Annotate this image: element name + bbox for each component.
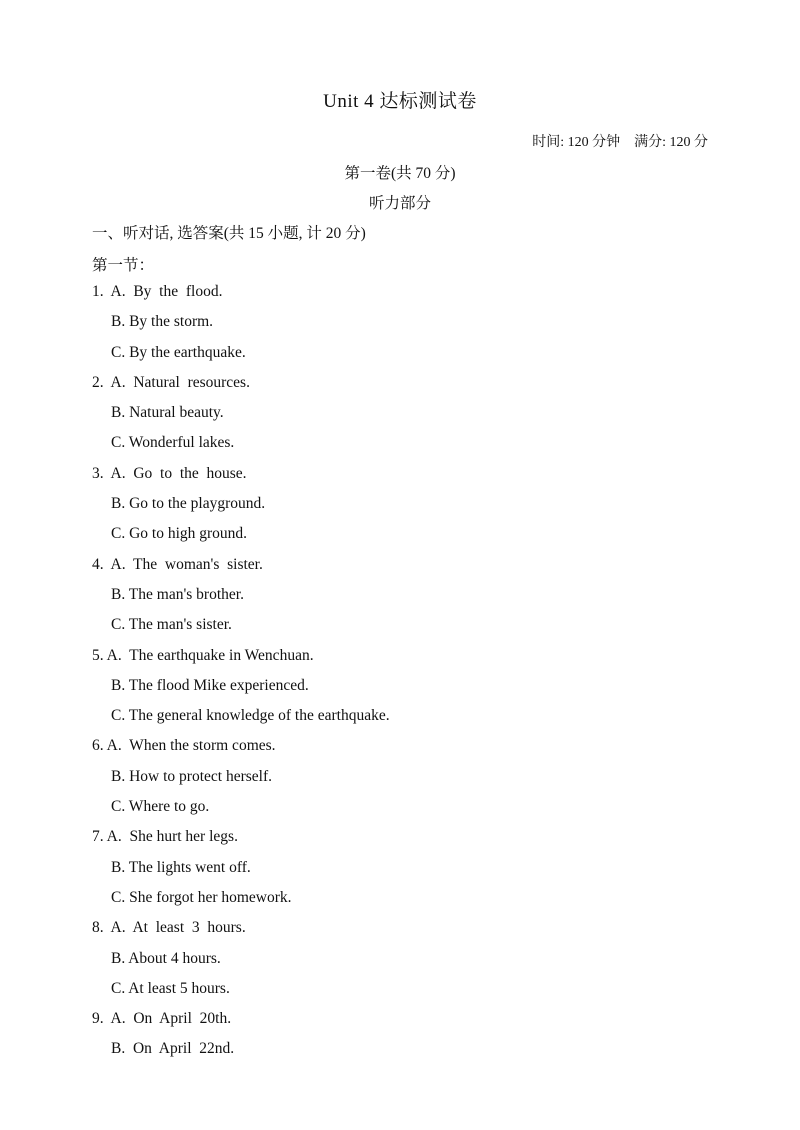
question-item (92, 282, 712, 373)
question-option-a: 9. A. On April 20th. (92, 1010, 232, 1028)
question-option-a: 4. A. The woman's sister. (92, 555, 263, 573)
question-item (92, 464, 712, 555)
question-option-b: B. By the storm. (111, 313, 214, 331)
question-option-b: B. On April 22nd. (111, 1040, 235, 1058)
question-option-c: C. Where to go. (111, 798, 210, 816)
question-item (92, 1009, 712, 1070)
question-option-a: 8. A. At least 3 hours. (92, 919, 246, 937)
question-option-b: B. How to protect herself. (111, 767, 272, 785)
question-item (92, 555, 712, 646)
question-option-c: C. The general knowledge of the earthquake. (111, 707, 390, 725)
question-option-b: B. About 4 hours. (111, 949, 221, 967)
question-option-b: B. The man's brother. (111, 585, 244, 603)
part-title: 第一卷(共 70 分) (344, 165, 456, 182)
question-option-b: B. Go to the playground. (111, 495, 266, 513)
question-option-a: 5. A. The earthquake in Wenchuan. (92, 646, 314, 664)
question-option-a: 2. A. Natural resources. (92, 373, 250, 391)
question-item (92, 646, 712, 737)
question-item (92, 736, 712, 827)
question-list (92, 282, 712, 1070)
section-title: 听力部分 (368, 195, 431, 212)
question-option-c: C. By the earthquake. (111, 343, 246, 361)
question-option-c: C. Wonderful lakes. (111, 434, 235, 452)
question-option-c: C. Go to high ground. (111, 525, 248, 543)
question-option-b: B. Natural beauty. (111, 404, 224, 422)
exam-meta: 时间: 120 分钟 满分: 120 分 (532, 135, 708, 150)
question-option-c: C. The man's sister. (111, 616, 232, 634)
question-option-a: 1. A. By the flood. (92, 283, 223, 300)
question-option-a: 3. A. Go to the house. (92, 464, 247, 482)
question-option-a: 6. A. When the storm comes. (92, 737, 276, 755)
question-option-b: B. The flood Mike experienced. (111, 676, 309, 694)
question-option-a: 7. A. She hurt her legs. (92, 828, 238, 846)
question-option-c: C. At least 5 hours. (111, 979, 230, 997)
subsection-title: 第一节： (92, 257, 155, 274)
question-item (92, 827, 712, 918)
question-option-b: B. The lights went off. (111, 858, 251, 876)
question-item (92, 918, 712, 1009)
question-item (92, 373, 712, 464)
page-title: Unit 4 达标测试卷 (323, 91, 477, 112)
section-instruction: 一、听对话, 选答案(共 15 小题, 计 20 分) (92, 225, 366, 242)
question-option-c: C. She forgot her homework. (111, 888, 292, 906)
